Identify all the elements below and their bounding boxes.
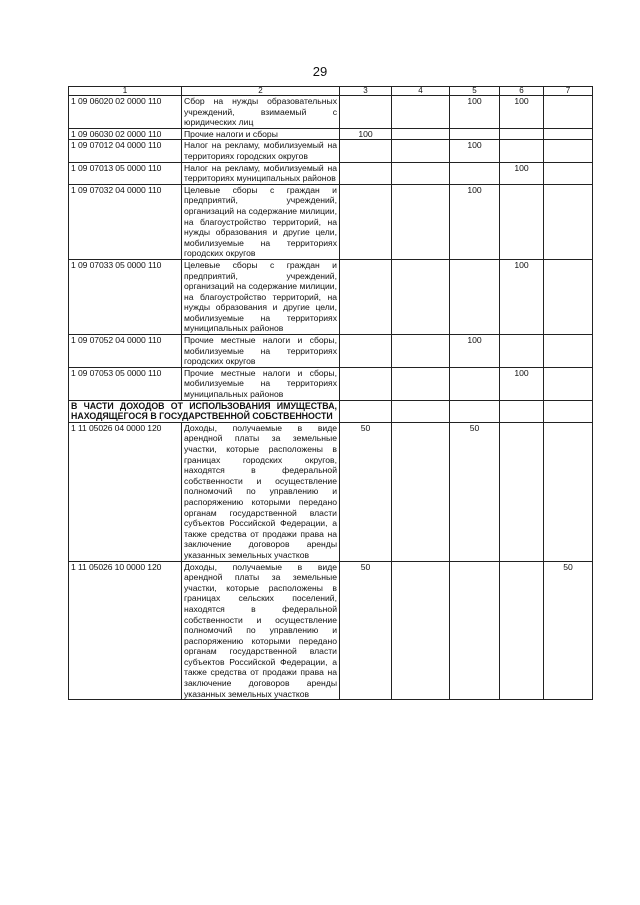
- classification-code: 1 11 05026 10 0000 120: [69, 561, 182, 700]
- col-7-value: [544, 184, 593, 259]
- col-5-value: 100: [450, 140, 500, 162]
- empty-cell: [544, 400, 593, 422]
- col-6-value: [500, 184, 544, 259]
- col-3-value: [340, 162, 392, 184]
- header-row: [69, 87, 593, 96]
- classification-code: 1 09 07012 04 0000 110: [69, 140, 182, 162]
- col-7-value: [544, 128, 593, 140]
- col-6-value: [500, 335, 544, 368]
- col-6-value: [500, 128, 544, 140]
- col-5-value: 100: [450, 335, 500, 368]
- classification-code: 1 09 07053 05 0000 110: [69, 367, 182, 400]
- classification-code: 1 09 06030 02 0000 110: [69, 128, 182, 140]
- col-6-value: 100: [500, 162, 544, 184]
- table-row: [69, 561, 593, 700]
- col-5-value: 50: [450, 422, 500, 561]
- budget-revenue-table: [68, 86, 593, 700]
- col-4-value: [392, 128, 450, 140]
- col-6-value: [500, 422, 544, 561]
- revenue-name: Прочие местные налоги и сборы, мобилизуемые на территориях городских округов: [182, 335, 340, 368]
- col-5-value: [450, 259, 500, 334]
- table-row: [69, 140, 593, 162]
- empty-cell: [500, 400, 544, 422]
- col-7-value: [544, 259, 593, 334]
- col-5-value: [450, 561, 500, 700]
- header-col-2: 2: [182, 87, 340, 96]
- section-title: В ЧАСТИ ДОХОДОВ ОТ ИСПОЛЬЗОВАНИЯ ИМУЩЕСТВА, НАХОДЯЩЕГОСЯ В ГОСУДАРСТВЕННОЙ СОБСТВЕННОСТИ: [69, 400, 340, 422]
- header-col-6: 6: [500, 87, 544, 96]
- col-6-value: [500, 561, 544, 700]
- col-4-value: [392, 422, 450, 561]
- table-row: [69, 422, 593, 561]
- col-5-value: [450, 367, 500, 400]
- col-7-value: [544, 422, 593, 561]
- col-7-value: [544, 96, 593, 129]
- col-4-value: [392, 96, 450, 129]
- revenue-name: Целевые сборы с граждан и предприятий, учреждений, организаций на содержание милиции, на благоустройство территорий, на нужды образования и другие цели, мобилизуемые на территориях городских округов: [182, 184, 340, 259]
- col-4-value: [392, 140, 450, 162]
- revenue-name: Налог на рекламу, мобилизуемый на территориях муниципальных районов: [182, 162, 340, 184]
- col-3-value: [340, 140, 392, 162]
- header-col-4: 4: [392, 87, 450, 96]
- header-col-7: 7: [544, 87, 593, 96]
- table-row: [69, 162, 593, 184]
- table-row: [69, 335, 593, 368]
- empty-cell: [392, 400, 450, 422]
- classification-code: 1 09 06020 02 0000 110: [69, 96, 182, 129]
- revenue-name: Прочие местные налоги и сборы, мобилизуемые на территориях муниципальных районов: [182, 367, 340, 400]
- col-7-value: [544, 367, 593, 400]
- col-5-value: 100: [450, 96, 500, 129]
- col-6-value: [500, 140, 544, 162]
- col-4-value: [392, 259, 450, 334]
- col-3-value: [340, 259, 392, 334]
- revenue-name: Целевые сборы с граждан и предприятий, учреждений, организаций на содержание милиции, на благоустройство территорий, на нужды образования и другие цели, мобилизуемые на территориях муниципальных районов: [182, 259, 340, 334]
- col-5-value: [450, 128, 500, 140]
- col-4-value: [392, 561, 450, 700]
- revenue-name: Доходы, получаемые в виде арендной платы за земельные участки, которые расположены в границах городских округов, находятся в федеральной собственности и осуществление полномочий по управлению и распоряжению которыми передано органам государственной власти субъектов Российской Федерации, а также средства от продажи права на заключение договоров аренды указанных земельных участков: [182, 422, 340, 561]
- classification-code: 1 09 07052 04 0000 110: [69, 335, 182, 368]
- section-row: [69, 400, 593, 422]
- table-row: [69, 367, 593, 400]
- page-number: 29: [312, 64, 328, 79]
- col-4-value: [392, 367, 450, 400]
- col-3-value: 100: [340, 128, 392, 140]
- col-4-value: [392, 162, 450, 184]
- table-row: [69, 128, 593, 140]
- col-3-value: 50: [340, 561, 392, 700]
- col-7-value: [544, 162, 593, 184]
- empty-cell: [340, 400, 392, 422]
- col-6-value: 100: [500, 259, 544, 334]
- col-7-value: [544, 335, 593, 368]
- classification-code: 1 09 07032 04 0000 110: [69, 184, 182, 259]
- col-5-value: 100: [450, 184, 500, 259]
- header-col-5: 5: [450, 87, 500, 96]
- revenue-name: Доходы, получаемые в виде арендной платы за земельные участки, которые расположены в границах сельских поселений, находятся в федеральной собственности и осуществление полномочий по управлению и распоряжению которыми передано органам государственной власти субъектов Российской Федерации, а также средства от продажи права на заключение договоров аренды указанных земельных участков: [182, 561, 340, 700]
- col-3-value: [340, 96, 392, 129]
- revenue-name: Сбор на нужды образовательных учреждений, взимаемый с юридических лиц: [182, 96, 340, 129]
- col-7-value: [544, 140, 593, 162]
- table-row: [69, 96, 593, 129]
- col-7-value: 50: [544, 561, 593, 700]
- revenue-name: Прочие налоги и сборы: [182, 128, 340, 140]
- revenue-name: Налог на рекламу, мобилизуемый на территориях городских округов: [182, 140, 340, 162]
- empty-cell: [450, 400, 500, 422]
- header-col-3: 3: [340, 87, 392, 96]
- col-6-value: 100: [500, 96, 544, 129]
- header-col-1: 1: [69, 87, 182, 96]
- col-3-value: [340, 184, 392, 259]
- col-5-value: [450, 162, 500, 184]
- classification-code: 1 11 05026 04 0000 120: [69, 422, 182, 561]
- col-4-value: [392, 335, 450, 368]
- table-row: [69, 184, 593, 259]
- table-row: [69, 259, 593, 334]
- classification-code: 1 09 07033 05 0000 110: [69, 259, 182, 334]
- col-3-value: [340, 335, 392, 368]
- col-6-value: 100: [500, 367, 544, 400]
- col-3-value: 50: [340, 422, 392, 561]
- classification-code: 1 09 07013 05 0000 110: [69, 162, 182, 184]
- col-3-value: [340, 367, 392, 400]
- col-4-value: [392, 184, 450, 259]
